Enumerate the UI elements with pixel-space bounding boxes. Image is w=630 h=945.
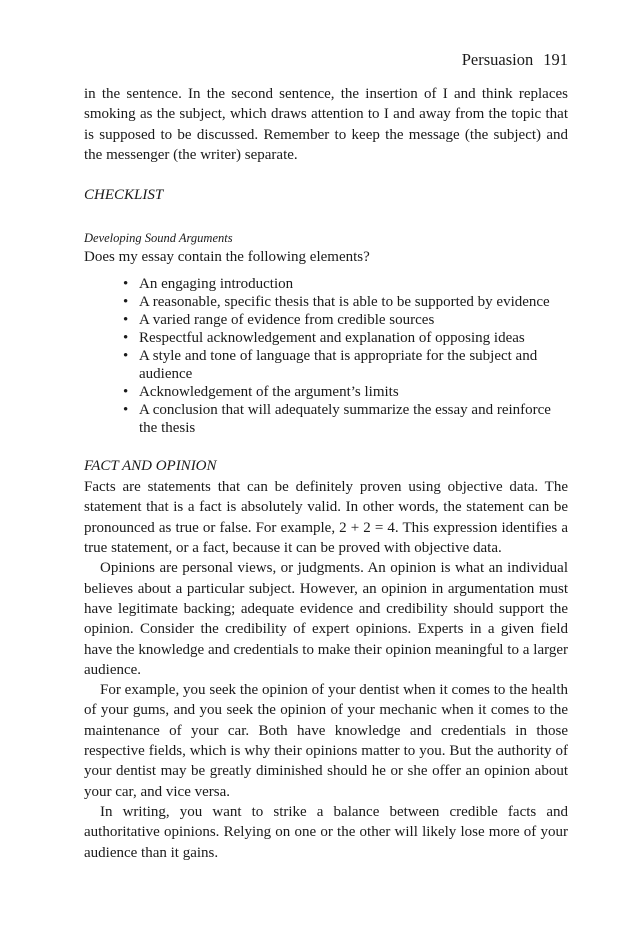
list-item bbox=[123, 401, 568, 437]
list-item bbox=[123, 311, 568, 329]
example-paragraph: For example, you seek the opinion of your dentist when it comes to the health of your gums, and you seek the opinion of your mechanic when it comes to the maintenance of your car. Both have knowledge and credentials in those respective fields, which is why their opinions matter to you. But the authority of your dentist may be greatly diminished should he or she offer an opinion about your car, and vice versa. bbox=[84, 682, 568, 800]
fact-paragraph: Facts are statements that can be definitely proven using objective data. The statement that is a fact is absolutely valid. In other words, the statement can be pronounced as true or false. For example, 2 + 2 = 4. This expression identifies a true statement, or a fact, because it can be proved with objective data. bbox=[84, 479, 568, 557]
book-page bbox=[84, 50, 568, 863]
balance-paragraph: In writing, you want to strike a balance between credible facts and authoritative opinions. Relying on one or the other will likely lose more of your audience than it gains. bbox=[84, 803, 568, 861]
list-item-text: An engaging introduction bbox=[139, 276, 294, 293]
running-title: Persuasion bbox=[461, 50, 534, 69]
bullet-icon: • bbox=[123, 294, 129, 311]
bullet-icon: • bbox=[123, 312, 129, 329]
list-item bbox=[123, 383, 568, 401]
list-item-text: A varied range of evidence from credible sources bbox=[139, 312, 435, 329]
intro-paragraph: in the sentence. In the second sentence, the insertion of I and think replaces smoking as the subject, which draws attention to I and away from the topic that is supposed to be discussed. Remember to keep the message (the subject) and the messenger (the writer) separate. bbox=[84, 86, 568, 163]
bullet-icon: • bbox=[123, 330, 129, 347]
list-item-text: Respectful acknowledgement and explanation of opposing ideas bbox=[139, 330, 525, 347]
opinion-paragraph: Opinions are personal views, or judgments. An opinion is what an individual believes about a particular subject. However, an opinion in argumentation must have legitimate backing; adequate evidence and credibility should support the opinion. Consider the credibility of expert opinions. Experts in a given field have the knowledge and credentials to make their opinion meaningful to a larger audience. bbox=[84, 560, 568, 678]
list-item-text: A style and tone of language that is appropriate for the subject and audience bbox=[139, 348, 538, 383]
checklist-heading: CHECKLIST bbox=[84, 187, 164, 204]
checklist-question: Does my essay contain the following elements? bbox=[84, 249, 370, 266]
list-item-text: A reasonable, specific thesis that is able to be supported by evidence bbox=[139, 294, 550, 311]
bullet-icon: • bbox=[123, 276, 129, 293]
list-item bbox=[123, 347, 568, 383]
list-item bbox=[123, 275, 568, 293]
checklist-list bbox=[123, 275, 568, 437]
list-item-text: Acknowledgement of the argument’s limits bbox=[139, 384, 399, 401]
fact-opinion-heading: FACT AND OPINION bbox=[84, 458, 217, 475]
bullet-icon: • bbox=[123, 402, 129, 419]
bullet-icon: • bbox=[123, 384, 129, 401]
bullet-icon: • bbox=[123, 348, 129, 365]
page-number: 191 bbox=[543, 50, 568, 69]
list-item bbox=[123, 329, 568, 347]
running-head bbox=[84, 50, 568, 70]
checklist-subheading: Developing Sound Arguments bbox=[84, 231, 233, 246]
list-item bbox=[123, 293, 568, 311]
list-item-text: A conclusion that will adequately summarize the essay and reinforce the thesis bbox=[139, 402, 551, 437]
